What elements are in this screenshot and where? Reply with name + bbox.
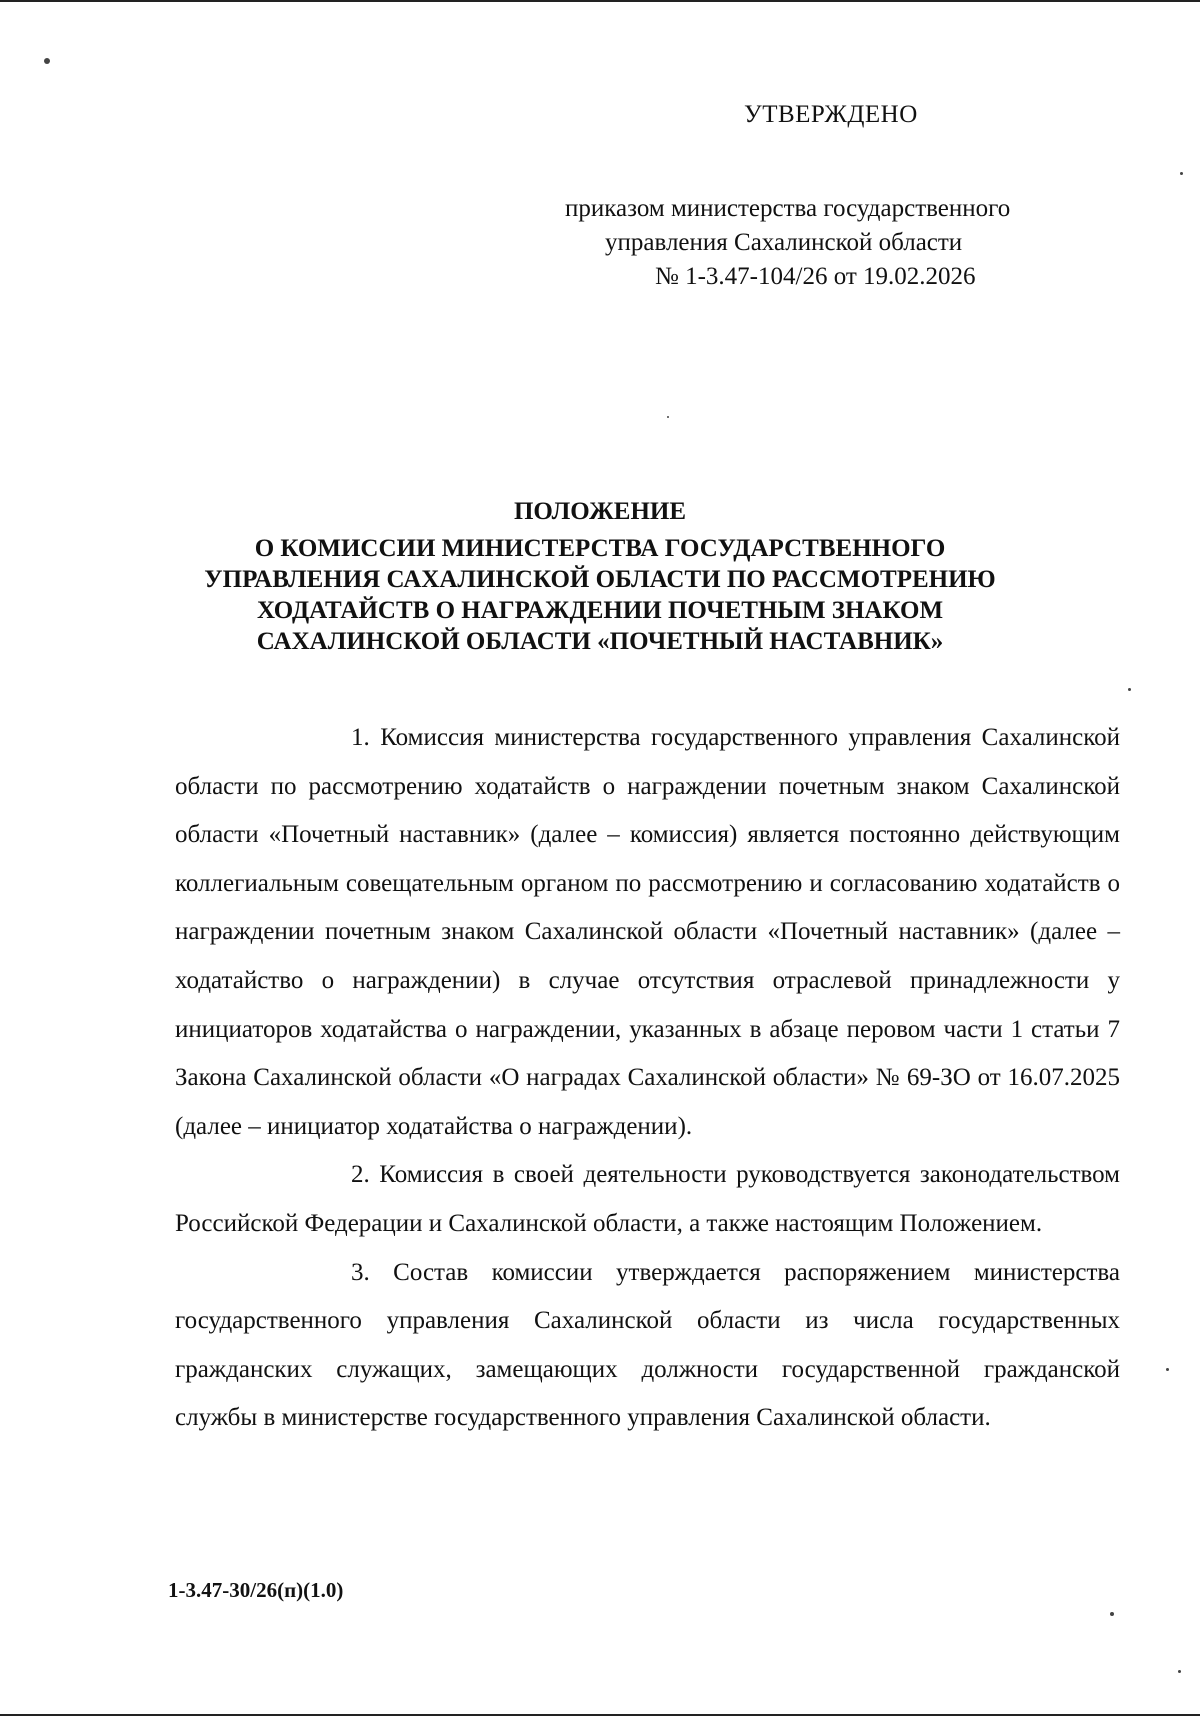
- document-title: [140, 496, 1060, 657]
- paragraph-number: 1.: [351, 724, 370, 751]
- scan-speck: [1110, 1612, 1114, 1616]
- paragraph: [175, 714, 1120, 1151]
- paragraph-text: Комиссия министерства государственного управления Сахалинской области по рассмотрению ходатайств о награждении почетным знаком Сахалинской области «Почетный наставник» (далее – комиссия) является постоянно действующим коллегиальным совещательным органом по рассмотрению и согласованию ходатайств о награждении почетным знаком Сахалинской области «Почетный наставник» (далее – ходатайство о награждении) в случае отсутствия отраслевой принадлежности у инициаторов ходатайства о награждении, указанных в абзаце перовом части 1 статьи 7 Закона Сахалинской области «О наградах Сахалинской области» № 69-ЗО от 16.07.2025 (далее – инициатор ходатайства о награждении).: [175, 724, 1121, 1140]
- paragraph-text: Комиссия в своей деятельности руководствуется законодательством Российской Федерации и Сахалинской области, а также настоящим Положением.: [175, 1161, 1120, 1237]
- paragraph-number: 2.: [351, 1161, 370, 1189]
- approval-number-date: № 1-3.47-104/26 от 19.02.2026: [655, 263, 976, 290]
- scan-speck: [44, 58, 50, 64]
- scan-speck: [1128, 688, 1131, 691]
- document-body: [175, 714, 1120, 1443]
- scan-border-top: [0, 0, 1200, 2]
- scan-speck: [1166, 1368, 1169, 1371]
- document-title-line: УПРАВЛЕНИЯ САХАЛИНСКОЙ ОБЛАСТИ ПО РАССМОТРЕНИЮ: [204, 566, 996, 593]
- paragraph-number: 3.: [351, 1258, 370, 1286]
- scan-speck: [667, 416, 669, 418]
- paragraph: [175, 1249, 1120, 1443]
- document-title-line: О КОМИССИИ МИНИСТЕРСТВА ГОСУДАРСТВЕННОГО: [254, 535, 946, 562]
- approval-order-line: приказом министерства государственного: [565, 195, 1011, 222]
- approval-title: УТВЕРЖДЕНО: [744, 101, 918, 128]
- document-title-line: САХАЛИНСКОЙ ОБЛАСТИ «ПОЧЕТНЫЙ НАСТАВНИК»: [256, 628, 944, 655]
- document-title-main: ПОЛОЖЕНИЕ: [513, 498, 687, 525]
- document-code: 1-3.47-30/26(п)(1.0): [168, 1578, 344, 1602]
- document-title-line: ХОДАТАЙСТВ О НАГРАЖДЕНИИ ПОЧЕТНЫМ ЗНАКОМ: [256, 597, 944, 624]
- scan-speck: [1178, 1670, 1181, 1673]
- paragraph-text: Состав комиссии утверждается распоряжением министерства государственного управления Сахалинской области из числа государственных гражданских служащих, замещающих должности государственной гражданской службы в министерстве государственного управления Сахалинской области.: [175, 1258, 1120, 1432]
- scan-speck: [1180, 172, 1183, 175]
- approval-ministry-line: управления Сахалинской области: [605, 229, 963, 256]
- paragraph: [175, 1151, 1120, 1248]
- scan-border-bottom: [0, 1714, 1200, 1716]
